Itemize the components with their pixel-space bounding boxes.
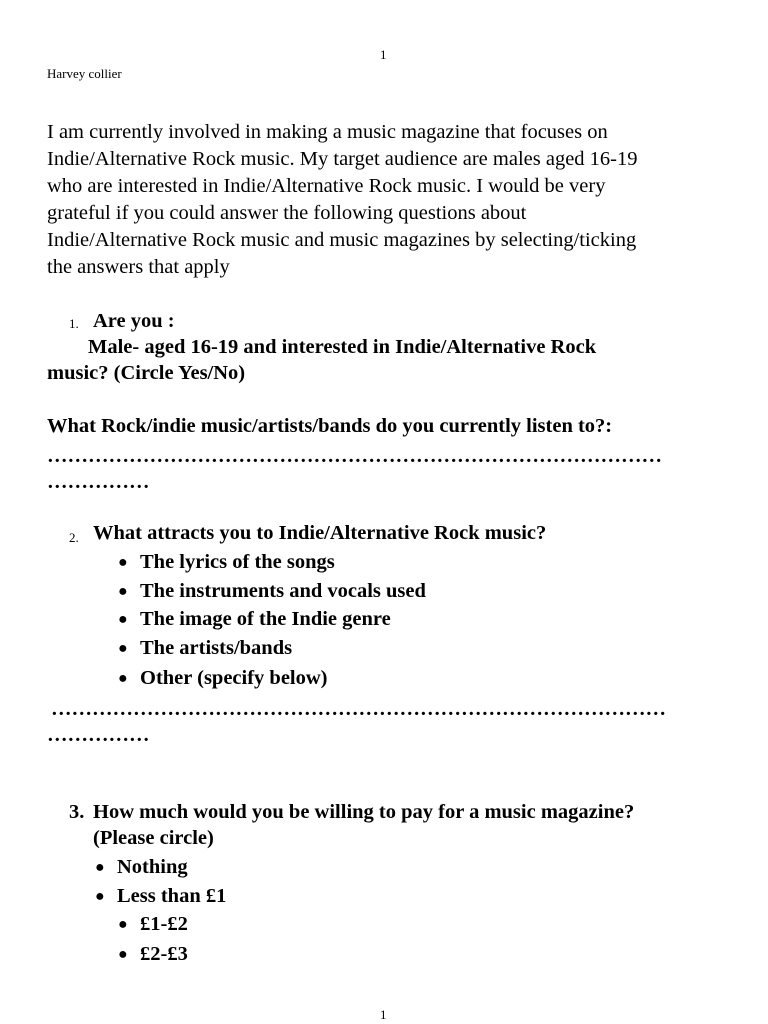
intro-line: Indie/Alternative Rock music and music magazines by selecting/ticking (47, 229, 637, 251)
bullet-icon: ● (118, 916, 128, 933)
q2-option-image[interactable]: The image of the Indie genre (140, 608, 391, 630)
q1-line2: music? (Circle Yes/No) (47, 362, 246, 384)
intro-line: I am currently involved in making a music magazine that focuses on (47, 121, 608, 143)
q3-option-nothing[interactable]: Nothing (117, 856, 188, 878)
q3-number: 3. (69, 801, 85, 823)
q2-number: 2. (69, 530, 79, 545)
q2-option-artists[interactable]: The artists/bands (140, 637, 293, 659)
intro-line: the answers that apply (47, 256, 230, 278)
header-page-number: 1 (380, 47, 387, 62)
q2-option-lyrics[interactable]: The lyrics of the songs (140, 551, 335, 573)
artists-question: What Rock/indie music/artists/bands do you currently listen to?: (47, 415, 613, 437)
bullet-icon: ● (95, 859, 105, 876)
bullet-icon: ● (118, 583, 128, 600)
q2-option-instruments[interactable]: The instruments and vocals used (140, 580, 426, 602)
q2-title: What attracts you to Indie/Alternative Rock music? (93, 522, 547, 544)
bullet-icon: ● (118, 946, 128, 963)
bullet-icon: ● (118, 554, 128, 571)
artists-answer-line[interactable]: ……………………………………………………………………………… (47, 445, 662, 467)
bullet-icon: ● (118, 670, 128, 687)
bullet-icon: ● (118, 640, 128, 657)
q3-title: How much would you be willing to pay for a music magazine? (93, 801, 635, 823)
q3-option-2-3[interactable]: £2-£3 (140, 943, 188, 965)
q3-subtitle: (Please circle) (93, 827, 214, 849)
author-name: Harvey collier (47, 66, 122, 81)
q2-option-other[interactable]: Other (specify below) (140, 667, 328, 689)
intro-line: who are interested in Indie/Alternative Rock music. I would be very (47, 175, 606, 197)
q2-answer-line-2[interactable]: …………… (47, 724, 150, 746)
bullet-icon: ● (118, 611, 128, 628)
intro-line: Indie/Alternative Rock music. My target audience are males aged 16-19 (47, 148, 638, 170)
artists-answer-line-2[interactable]: …………… (47, 471, 150, 493)
q2-answer-line[interactable]: ……………………………………………………………………………… (51, 698, 666, 720)
q3-option-less-than-1[interactable]: Less than £1 (117, 885, 227, 907)
intro-paragraph (47, 119, 638, 281)
q1-number: 1. (69, 316, 79, 331)
bullet-icon: ● (95, 888, 105, 905)
q1-title: Are you : (93, 310, 175, 332)
intro-line: grateful if you could answer the following questions about (47, 202, 527, 224)
q3-option-1-2[interactable]: £1-£2 (140, 913, 188, 935)
footer-page-number: 1 (380, 1007, 387, 1022)
q1-line1: Male- aged 16-19 and interested in Indie/Alternative Rock (88, 336, 597, 358)
